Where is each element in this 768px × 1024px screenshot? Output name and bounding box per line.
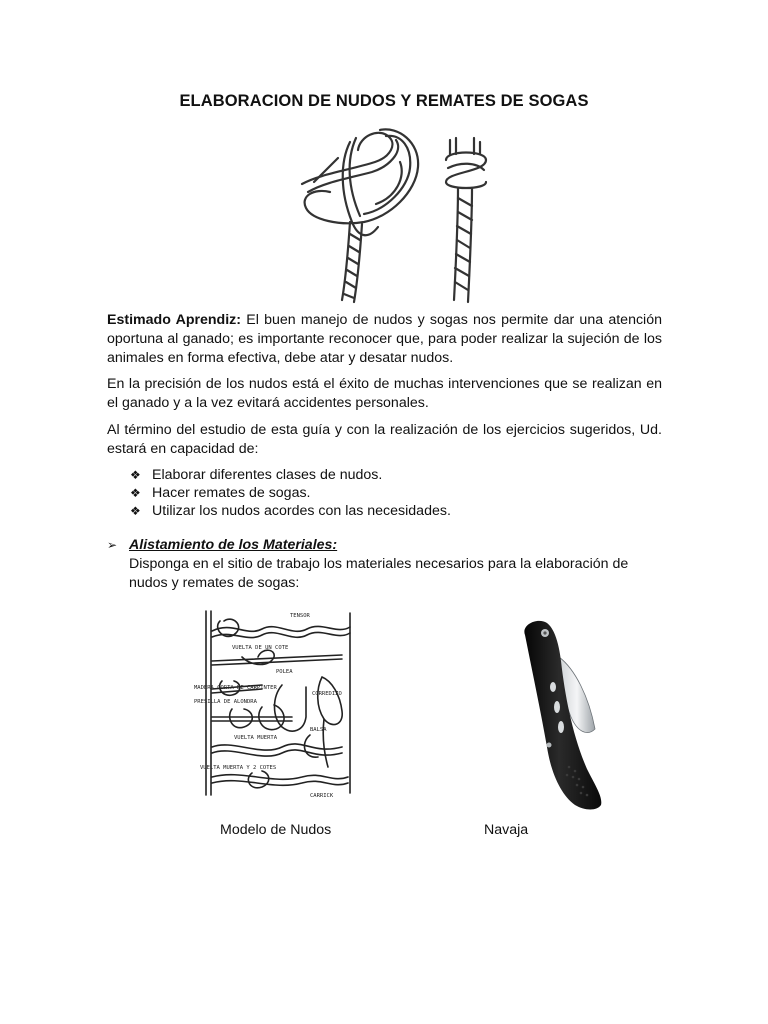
label-madera: MADERA CORTA DE CARPINTER [194, 685, 277, 691]
list-item: ❖ Hacer remates de sogas. [130, 485, 311, 501]
page-title: ELABORACION DE NUDOS Y REMATES DE SOGAS [179, 92, 589, 110]
diamond-bullet-icon: ❖ [130, 468, 141, 482]
label-presilla: PRESILLA DE ALONDRA [194, 699, 257, 705]
label-polea: POLEA [276, 669, 293, 675]
caption-knife: Navaja [484, 822, 529, 838]
knife-figure [515, 617, 610, 812]
paragraph-objectives-intro: Al término del estudio de esta guía y con la realización de los ejercicios sugeridos, Ud. estará en capacidad de: [107, 422, 662, 457]
knot-illustration [280, 122, 500, 307]
label-vuelta-dos-cotes: VUELTA MUERTA Y 2 COTES [200, 765, 277, 771]
arrow-bullet-icon: ➢ [107, 538, 118, 552]
label-corredizo: CORREDIZO [312, 691, 342, 697]
paragraph-precision: En la precisión de los nudos está el éxito de muchas intervenciones que se realizan en el ganado y a la vez evitará accidentes personales. [107, 376, 662, 411]
list-item: ❖ Elaborar diferentes clases de nudos. [130, 467, 383, 483]
objectives-list [130, 466, 650, 520]
diamond-bullet-icon: ❖ [130, 486, 141, 500]
caption-knots: Modelo de Nudos [220, 822, 332, 838]
label-vuelta-cote: VUELTA DE UN COTE [232, 645, 289, 651]
section-text: Disponga en el sitio de trabajo los materiales necesarios para la elaboración de nudos y remates de sogas: [129, 556, 629, 591]
label-carrick: CARRICK [310, 793, 334, 799]
intro-text: El buen manejo de nudos y sogas nos permite dar una atención oportuna al ganado; es importante reconocer que, para poder realizar la sujeción de los animales en forma efectiva, debe atar y desatar nudos. [107, 312, 662, 366]
section-title: Alistamiento de los Materiales: [129, 537, 338, 553]
list-item: ❖ Utilizar los nudos acordes con las necesidades. [130, 503, 451, 519]
knots-model-figure [192, 607, 357, 802]
intro-lead: Estimado Aprendiz: [107, 312, 241, 328]
label-vuelta-muerta: VUELTA MUERTA [234, 735, 278, 741]
label-balsa: BALSA [310, 727, 327, 733]
label-tensor: TENSOR [290, 613, 310, 619]
materials-section [107, 536, 667, 593]
intro-paragraph [107, 311, 662, 368]
diamond-bullet-icon: ❖ [130, 504, 141, 518]
